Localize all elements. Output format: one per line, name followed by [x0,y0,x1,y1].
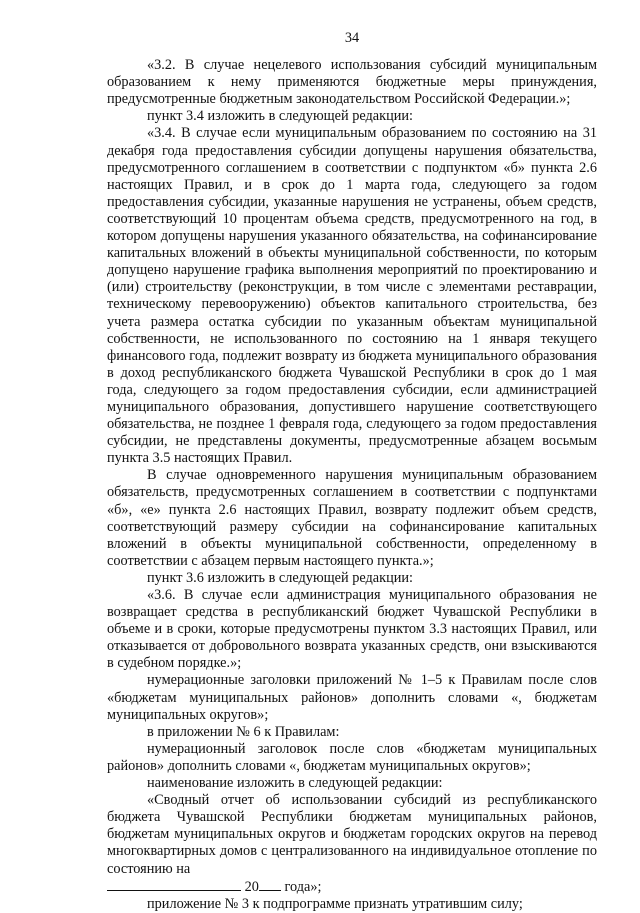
page-number: 34 [344,30,360,46]
report-title-suffix: года»; [284,878,322,895]
year-prefix: 20 [244,878,259,895]
paragraph-3-4: «3.4. В случае если муниципальным образованием по состоянию на 31 декабря года предоставления субсидии допущены нарушения обязательства, предусмотренного соглашением в соответствии с подпунктом «б» пункта 2.6 настоящих Правил, и в срок до 1 марта года, следующего за годом предоставления субсидии, указанные нарушения не устранены, объем средств, соответствующий 10 процентам объема средств, предусмотренного на год, в котором допущены нарушения указанного обязательства, на софинансирование капитальных вложений в объекты муниципальной собственности, по которым допущено нарушение графика выполнения мероприятий по проектированию и (или) строительству (реконструкции, в том числе с элементами реставрации, техническому перевооружению) объектов капитального строительства, без учета размера остатка субсидии по указанным объектам муниципальной собственности, не использованного по состоянию на 1 января текущего финансового года, подлежит возврату из бюджета муниципального образования в доход республиканского бюджета Чувашской Республики в срок до 1 мая года, следующего за годом предоставления субсидии, если администрацией муниципального образования, допустившего нарушение соответствующего обязательства, не позднее 1 февраля года, следующего за годом предоставления субсидии, не представлены документы, предусмотренные абзацем восьмым пункта 3.5 настоящих Правил. [107,125,597,467]
report-title-paragraph [107,792,597,896]
paragraph-3-2: «3.2. В случае нецелевого использования субсидий муниципальным образованием к нему применяются бюджетные меры принуждения, предусмотренные бюджетным законодательством Российской Федерации.»; [107,57,597,108]
paragraph-3-6: «3.6. В случае если администрация муниципального образования не возвращает средства в республиканский бюджет Чувашской Республики в объеме и в сроки, которые предусмотрены пунктом 3.3 настоящих Правил, или отказывается от добровольного возврата указанных средств, они взыскиваются в судебном порядке.»; [107,587,597,672]
paragraph-appendix-3: приложение № 3 к подпрограмме признать утратившим силу; [147,895,523,912]
paragraph-numbering-header: нумерационный заголовок после слов «бюджетам муниципальных районов» дополнить словами «, бюджетам муниципальных округов»; [107,740,597,774]
report-title-text: «Сводный отчет об использовании субсидий из республиканского бюджета Чувашской Республики бюджетам муниципальных районов, бюджетам муниципальных округов и бюджетам городских округов на перевод многоквартирных домов с централизованного на индивидуальное отопление по состоянию на [107,792,597,877]
year-blank-line [259,878,281,891]
document-page [107,30,597,913]
paragraph-appendix-headers: нумерационные заголовки приложений № 1–5 к Правилам после слов «бюджетам муниципальных районов» дополнить словами «, бюджетам муниципальных округов»; [107,672,597,723]
paragraph-amend-3-6: пункт 3.6 изложить в следующей редакции: [147,569,414,586]
paragraph-simultaneous-violation: В случае одновременного нарушения муниципальным образованием обязательств, предусмотренных соглашением в соответствии с подпунктами «б», «е» пункта 2.6 настоящих Правил, возврату подлежит объем средств, соответствующий размеру субсидии на софинансирование капитальных вложений в объекты муниципальной собственности, определенному в соответствии с абзацем первым настоящего пункта.»; [107,467,597,569]
paragraph-appendix-6: в приложении № 6 к Правилам: [147,723,340,740]
date-blank-line [107,878,241,891]
paragraph-amend-3-4: пункт 3.4 изложить в следующей редакции: [147,108,414,125]
paragraph-title-amend: наименование изложить в следующей редакции: [147,775,443,792]
